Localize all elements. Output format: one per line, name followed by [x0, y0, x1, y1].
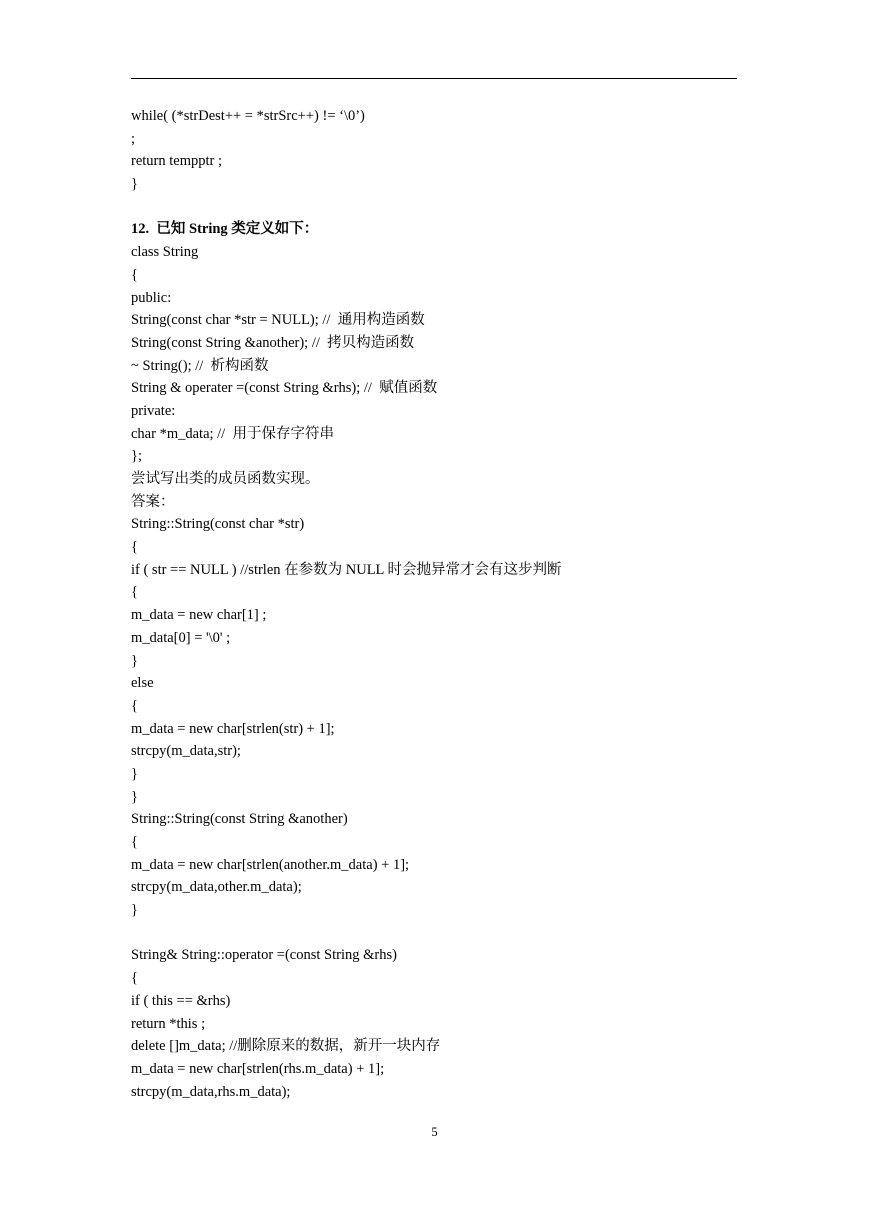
text-line: while( (*strDest++ = *strSrc++) != ‘\0’)	[131, 108, 365, 124]
text-line: return *this ;	[131, 1015, 206, 1032]
text-line: }	[131, 902, 138, 919]
text-line: m_data = new char[strlen(rhs.m_data) + 1];	[131, 1060, 385, 1077]
text-line: class String	[131, 244, 199, 261]
text-line: 答案：	[131, 493, 175, 510]
text-line: 尝试写出类的成员函数实现。	[131, 471, 320, 487]
text-line: };	[131, 448, 142, 465]
text-line: }	[131, 765, 138, 782]
header-rule	[131, 78, 737, 79]
text-line: }	[131, 788, 138, 805]
document-body	[131, 105, 737, 1103]
text-line: return tempptr ;	[131, 153, 223, 170]
text-line: if ( str == NULL ) //strlen 在参数为 NULL 时会抛异常才会有这步判断	[131, 561, 562, 578]
text-line: private:	[131, 402, 176, 419]
text-line: }	[131, 176, 138, 193]
text-line: else	[131, 675, 154, 692]
page-number: 5	[431, 1125, 438, 1139]
text-line: ;	[131, 130, 136, 147]
text-line: {	[131, 970, 138, 987]
text-line: m_data = new char[strlen(str) + 1];	[131, 720, 335, 737]
text-line: {	[131, 266, 138, 283]
text-line: m_data[0] = '\0' ;	[131, 629, 231, 646]
text-line: {	[131, 697, 138, 714]
blank-line	[131, 196, 737, 219]
text-line: String(const char *str = NULL); // 通用构造函数	[131, 312, 425, 329]
text-line: m_data = new char[1] ;	[131, 607, 267, 624]
section-heading: 12. 已知 String 类定义如下：	[131, 221, 319, 238]
text-line: {	[131, 584, 138, 601]
text-line: String(const String &another); // 拷贝构造函数	[131, 334, 415, 351]
text-line: String & operater =(const String &rhs); // 赋值函数	[131, 380, 438, 397]
text-line: {	[131, 834, 138, 850]
text-line: strcpy(m_data,str);	[131, 743, 241, 760]
text-line: m_data = new char[strlen(another.m_data) + 1];	[131, 856, 410, 873]
text-line: ~ String(); // 析构函数	[131, 357, 269, 374]
blank-line	[131, 922, 737, 945]
text-line: char *m_data; // 用于保存字符串	[131, 425, 334, 442]
text-line: public:	[131, 289, 172, 306]
text-line: delete []m_data; //删除原来的数据，新开一块内存	[131, 1038, 441, 1055]
text-line: {	[131, 539, 138, 556]
text-line: strcpy(m_data,rhs.m_data);	[131, 1083, 291, 1100]
text-line: if ( this == &rhs)	[131, 992, 231, 1009]
text-line: }	[131, 652, 138, 669]
text-line: String::String(const String &another)	[131, 811, 348, 828]
text-line: String& String::operator =(const String &rhs)	[131, 947, 397, 964]
text-line: String::String(const char *str)	[131, 516, 305, 533]
text-line: strcpy(m_data,other.m_data);	[131, 879, 302, 896]
